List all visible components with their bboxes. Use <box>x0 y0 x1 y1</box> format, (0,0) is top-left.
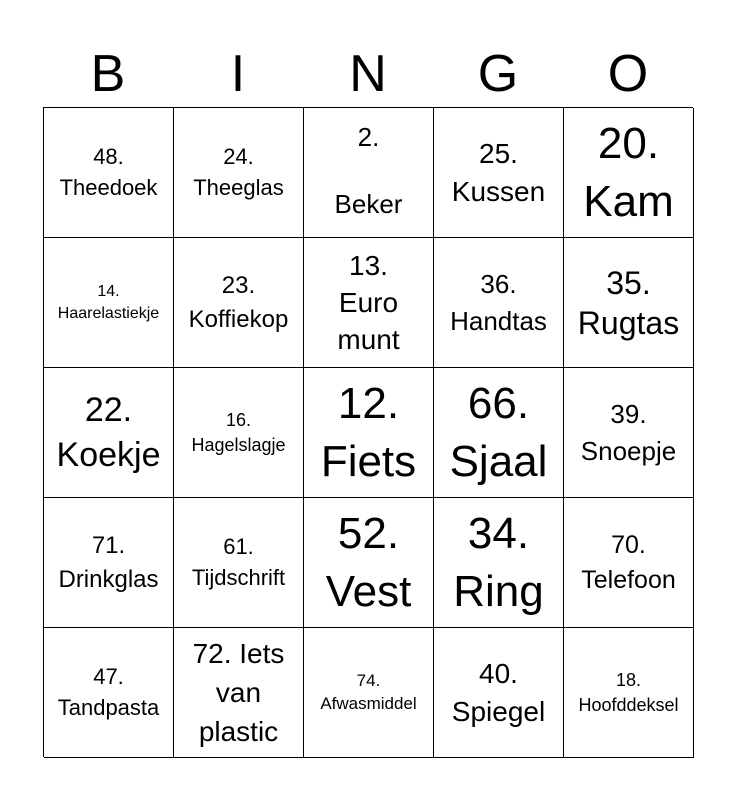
cell-text: 70. Telefoon <box>581 530 676 594</box>
cell-text: 22. Koekje <box>56 391 161 474</box>
header-letter-n: N <box>349 45 387 103</box>
cell-text: 74. Afwasmiddel <box>320 670 417 713</box>
cell-text: 47. Tandpasta <box>57 663 160 720</box>
cell-text: 20. Kam <box>583 119 674 226</box>
cell-text: 13. Euro munt <box>337 249 400 356</box>
bingo-cell[interactable] <box>564 368 694 498</box>
cell-text: 66. Sjaal <box>449 379 548 486</box>
bingo-cell[interactable] <box>434 498 564 628</box>
bingo-cell[interactable] <box>174 368 304 498</box>
cell-text: 12. Fiets <box>320 379 417 486</box>
bingo-cell[interactable] <box>174 108 304 238</box>
bingo-cell[interactable] <box>174 628 304 758</box>
header-letter-o: O <box>607 45 649 103</box>
cell-text: 39. Snoepje <box>580 399 677 466</box>
bingo-cell[interactable] <box>434 108 564 238</box>
bingo-cell[interactable] <box>304 628 434 758</box>
cell-text: 36. Handtas <box>450 269 547 336</box>
cell-text: 2. Beker <box>334 121 403 220</box>
bingo-cell[interactable] <box>564 628 694 758</box>
bingo-cell[interactable] <box>44 108 174 238</box>
bingo-cell[interactable] <box>44 238 174 368</box>
bingo-cell[interactable] <box>564 238 694 368</box>
bingo-cell[interactable] <box>44 628 174 758</box>
bingo-header <box>43 40 693 108</box>
bingo-cell[interactable] <box>564 108 694 238</box>
header-letter-i: I <box>230 45 246 103</box>
cell-text: 25. Kussen <box>451 137 546 207</box>
cell-text: 34. Ring <box>453 509 544 616</box>
bingo-cell[interactable] <box>564 498 694 628</box>
cell-text: 48. Theedoek <box>59 143 158 200</box>
cell-text: 40. Spiegel <box>451 657 546 727</box>
cell-text: 18. Hoofddeksel <box>578 670 679 715</box>
bingo-cell[interactable] <box>44 498 174 628</box>
cell-text: 14. Haarelastiekje <box>57 282 160 322</box>
bingo-cell[interactable] <box>304 108 434 238</box>
bingo-cell[interactable] <box>304 498 434 628</box>
bingo-cell[interactable] <box>434 238 564 368</box>
bingo-cell[interactable] <box>434 628 564 758</box>
header-letter-g: G <box>477 45 519 103</box>
bingo-cell[interactable] <box>304 368 434 498</box>
cell-text: 35. Rugtas <box>577 264 680 341</box>
cell-text: 61. Tijdschrift <box>191 533 286 590</box>
cell-text: 23. Koffiekop <box>188 271 289 333</box>
header-letter-b: B <box>90 45 126 103</box>
cell-text: 71. Drinkglas <box>58 531 159 593</box>
cell-text: 24. Theeglas <box>193 143 284 200</box>
cell-text: 72. Iets van plastic <box>192 637 285 748</box>
cell-text: 52. Vest <box>325 509 412 616</box>
cell-text: 16. Hagelslagje <box>191 410 286 455</box>
bingo-cell[interactable] <box>434 368 564 498</box>
bingo-cell[interactable] <box>174 498 304 628</box>
bingo-cell[interactable] <box>44 368 174 498</box>
bingo-card-grid <box>43 107 693 757</box>
bingo-cell[interactable] <box>174 238 304 368</box>
bingo-cell[interactable] <box>304 238 434 368</box>
